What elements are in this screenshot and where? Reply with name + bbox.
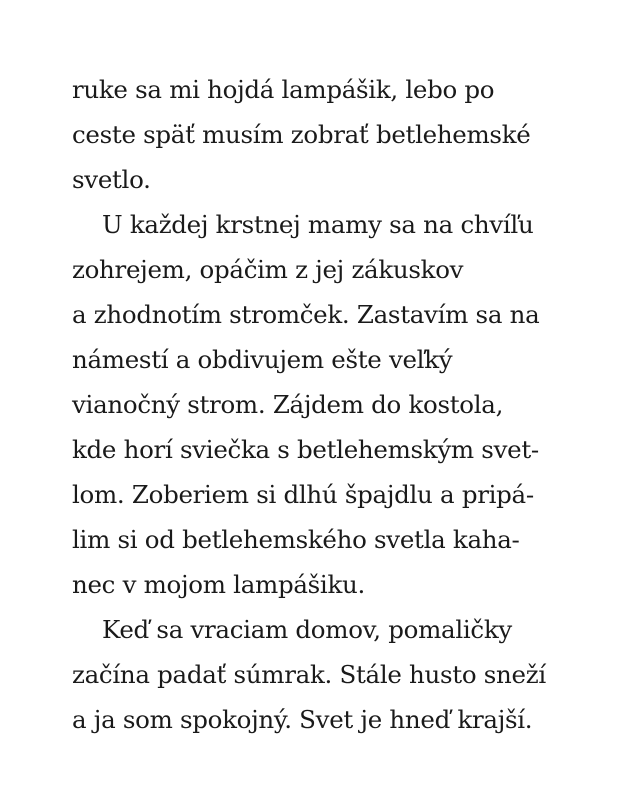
text-line: svetlo. bbox=[72, 165, 151, 194]
text-line: a ja som spokojný. Svet je hneď krajší. bbox=[72, 705, 533, 734]
paragraph-start-line: Keď sa vraciam domov, pomaličky bbox=[102, 615, 512, 644]
text-line: lom. Zoberiem si dlhú špajdlu a pripá- bbox=[72, 480, 534, 509]
text-line: nec v mojom lampášiku. bbox=[72, 570, 365, 599]
text-line: lim si od betlehemského svetla kaha- bbox=[72, 525, 520, 554]
text-line: vianočný strom. Zájdem do kostola, bbox=[72, 390, 504, 419]
text-line: kde horí sviečka s betlehemským svet- bbox=[72, 435, 539, 464]
text-line: ceste späť musím zobrať betlehemské bbox=[72, 120, 531, 149]
paragraph-start-line: U každej krstnej mamy sa na chvíľu bbox=[102, 210, 534, 239]
body-text bbox=[72, 67, 592, 742]
text-line: a zhodnotím stromček. Zastavím sa na bbox=[72, 300, 540, 329]
text-line: zohrejem, opáčim z jej zákuskov bbox=[72, 255, 464, 284]
text-line: ruke sa mi hojdá lampášik, lebo po bbox=[72, 75, 495, 104]
text-line: námestí a obdivujem ešte veľký bbox=[72, 345, 453, 374]
text-line: začína padať súmrak. Stále husto sneží bbox=[72, 660, 546, 689]
